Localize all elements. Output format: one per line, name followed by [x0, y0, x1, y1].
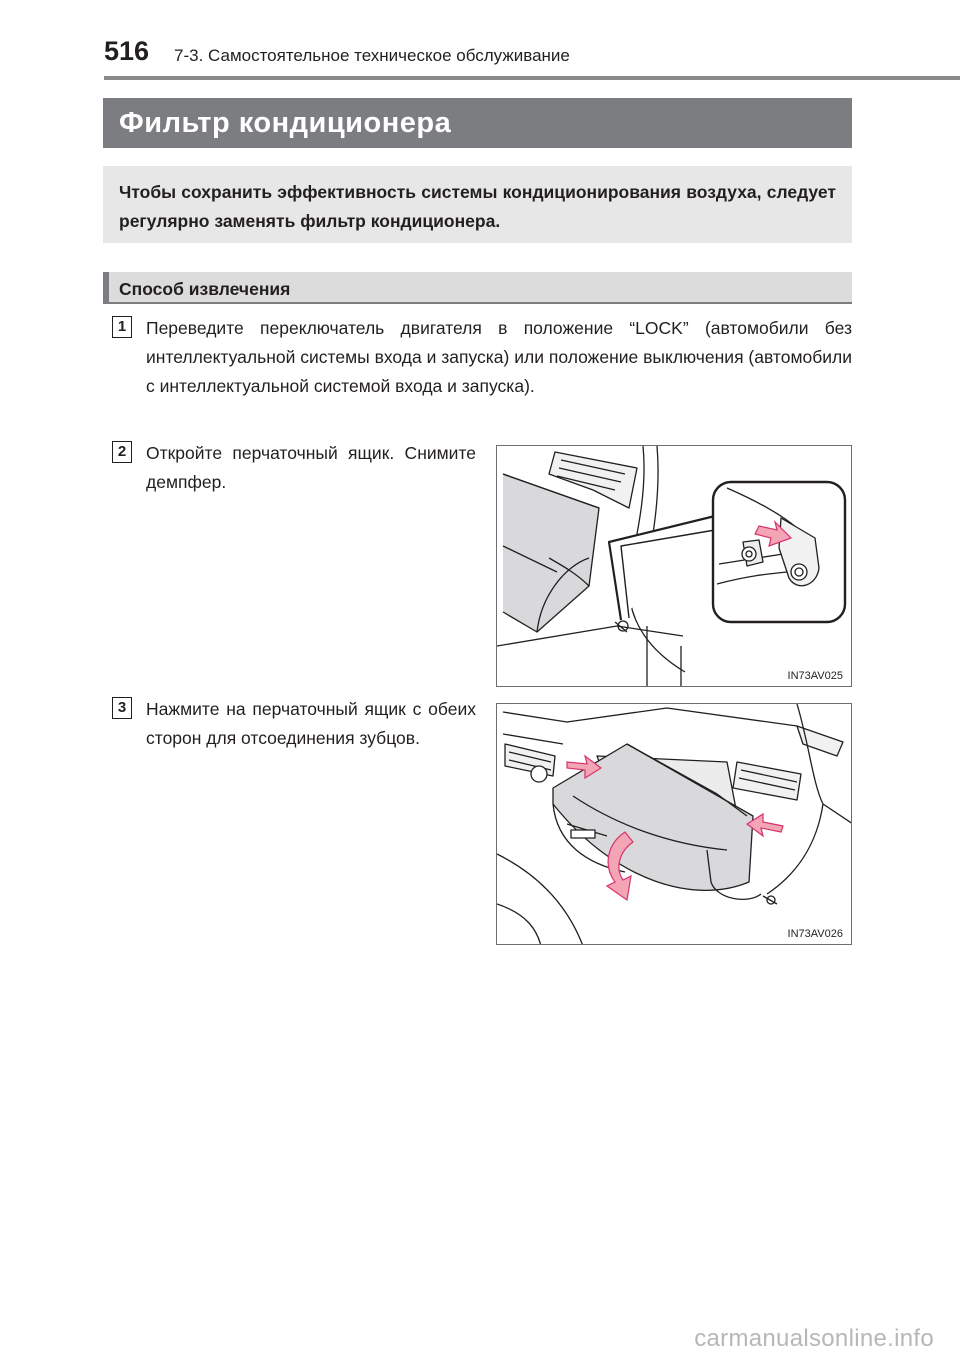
figure-code-2: IN73AV026 — [787, 928, 843, 940]
glovebox-squeeze-illustration — [497, 704, 852, 945]
header-rule — [104, 76, 960, 80]
intro-text: Чтобы сохранить эффективность системы кондиционирования воздуха, следует регулярно заменять фильтр кондиционера. — [119, 182, 836, 231]
watermark: carmanualsonline.info — [694, 1325, 934, 1352]
figure-damper — [496, 445, 852, 687]
subheading: Способ извлечения — [119, 279, 291, 299]
figure-glovebox — [496, 703, 852, 945]
glovebox-damper-illustration — [497, 446, 852, 687]
figure-code-1: IN73AV025 — [787, 670, 843, 682]
subheading-rule — [103, 302, 852, 304]
title-bar — [103, 98, 852, 148]
step-text-2: Откройте перчаточный ящик. Снимите демпфер. — [146, 443, 476, 492]
step-text-1: Переведите переключатель двигателя в положение “LOCK” (автомобили без интеллектуальной системы входа и запуска) или положение выключения (автомобили с интеллектуальной системой входа и запуска). — [146, 318, 852, 396]
page-title: Фильтр кондиционера — [119, 107, 452, 139]
step-text-3: Нажмите на перчаточный ящик с обеих сторон для отсоединения зубцов. — [146, 699, 476, 748]
subheading-accent — [103, 272, 109, 304]
page-header — [0, 0, 960, 82]
page-number: 516 — [104, 36, 150, 66]
step-number-3: 3 — [112, 697, 132, 719]
subheading-bar — [103, 272, 852, 304]
step-number-2: 2 — [112, 441, 132, 463]
step-number-1: 1 — [112, 316, 132, 338]
section-path: 7-3. Самостоятельное техническое обслуживание — [174, 46, 570, 65]
intro-box — [103, 166, 852, 243]
